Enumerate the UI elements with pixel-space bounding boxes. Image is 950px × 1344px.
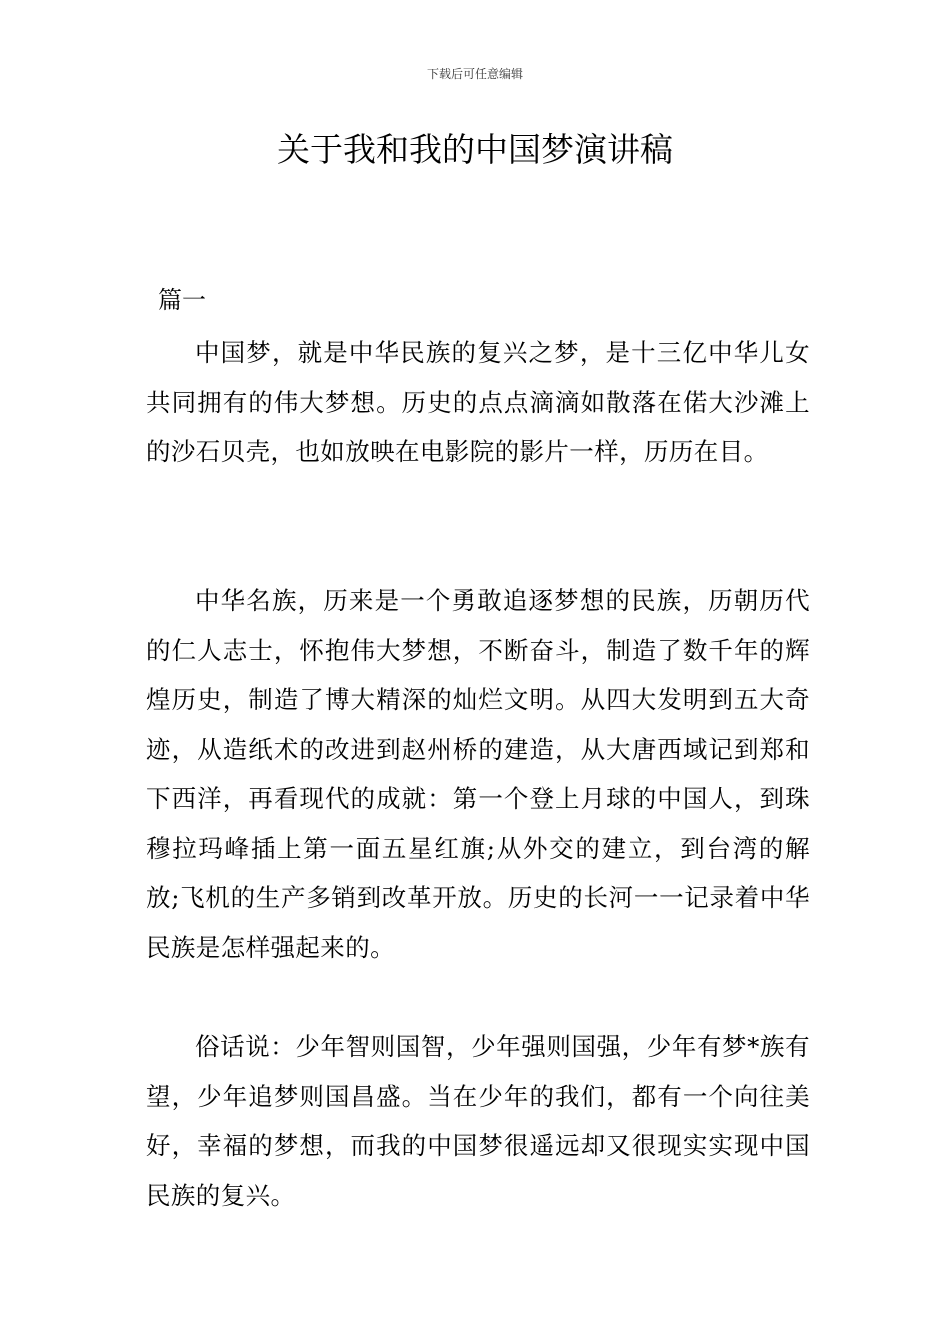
- paragraph-1: 中国梦，就是中华民族的复兴之梦，是十三亿中华儿女共同拥有的伟大梦想。历史的点点滴滴如散落在偌大沙滩上的沙石贝壳，也如放映在电影院的影片一样，历历在目。: [146, 338, 810, 466]
- section-label: 篇一: [158, 286, 206, 314]
- document-title: 关于我和我的中国梦演讲稿: [277, 130, 673, 169]
- paragraph-2: 中华名族，历来是一个勇敢追逐梦想的民族，历朝历代的仁人志士，怀抱伟大梦想，不断奋斗，制造了数千年的辉煌历史，制造了博大精深的灿烂文明。从四大发明到五大奇迹，从造纸术的改进到赵州桥的建造，从大唐西域记到郑和下西洋，再看现代的成就：第一个登上月球的中国人，到珠穆拉玛峰插上第一面五星红旗;从外交的建立，到台湾的解放;飞机的生产多销到改革开放。历史的长河一一记录着中华民族是怎样强起来的。: [146, 586, 810, 962]
- header-note: 下载后可任意编辑: [426, 67, 523, 81]
- paragraph-3: 俗话说：少年智则国智，少年强则国强，少年有梦*族有望，少年追梦则国昌盛。当在少年的我们，都有一个向往美好，幸福的梦想，而我的中国梦很遥远却又很现实实现中国民族的复兴。: [146, 1032, 810, 1210]
